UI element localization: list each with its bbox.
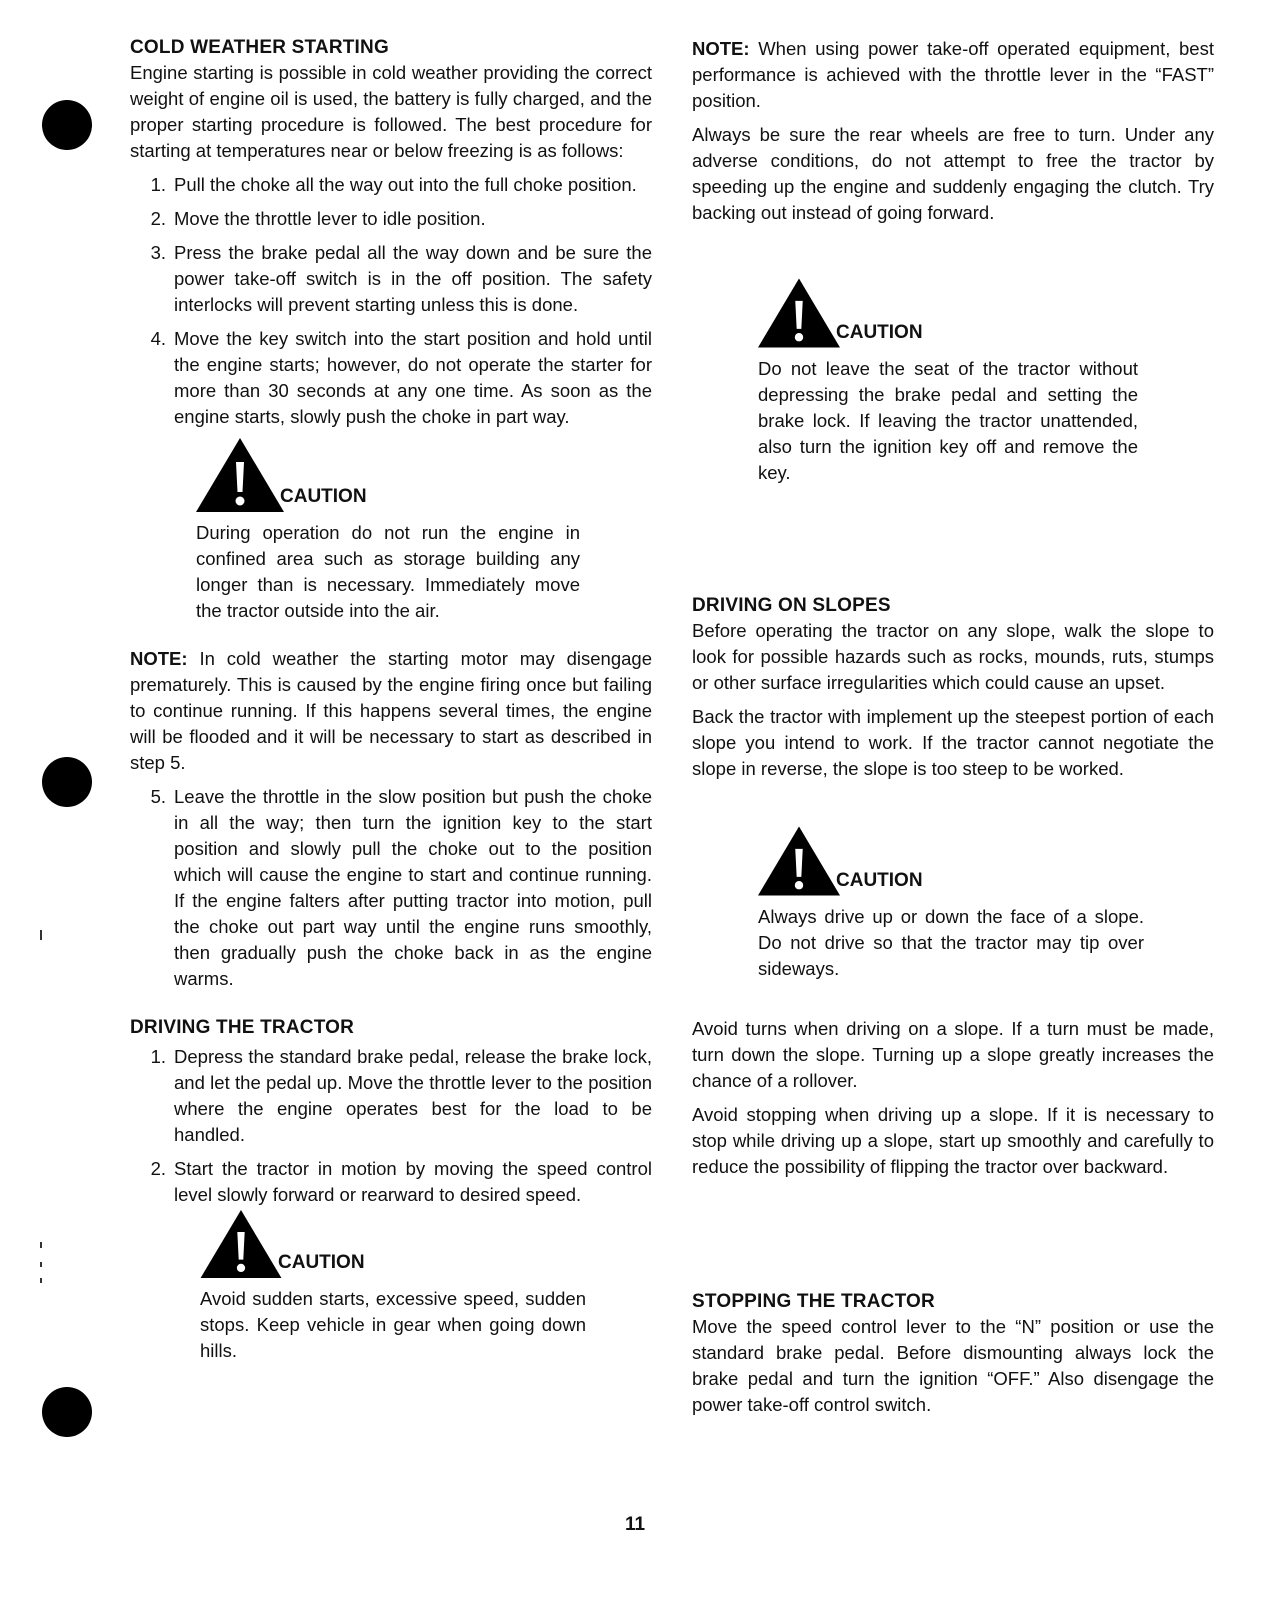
note-label: NOTE: xyxy=(130,648,188,669)
warning-triangle-icon xyxy=(758,278,840,348)
caution-label: CAUTION xyxy=(836,322,923,343)
section-heading: COLD WEATHER STARTING xyxy=(130,37,389,58)
caution-text: During operation do not run the engine in confined area such as storage building any longer than is necessary. Immediately move the tractor outside into the air. xyxy=(196,522,580,621)
slopes-paragraph-1: Before operating the tractor on any slope, walk the slope to look for possible hazards such as rocks, mounds, ruts, stumps or other surface irregularities which could cause an upset. xyxy=(692,620,1214,693)
driving-the-tractor-section xyxy=(130,1016,652,1364)
driving-steps xyxy=(130,1044,652,1208)
caution-text: Avoid sudden starts, excessive speed, sudden stops. Keep vehicle in gear when going down hills. xyxy=(200,1288,586,1361)
list-item xyxy=(130,240,652,318)
step-text: Leave the throttle in the slow position but push the choke in all the way; then turn the ignition key to the start position and slowly pull the choke out to the position which will cause the engine to start and continue running. If the engine falters after putting tractor into motion, pull the choke out part way until the engine runs smoothly, then gradually push the choke back in as the engine warms. xyxy=(174,786,652,989)
list-item xyxy=(130,784,652,992)
cold-weather-intro: Engine starting is possible in cold weather providing the correct weight of engine oil is used, the battery is fully charged, and the proper starting procedure is followed. The best procedure for starting at temperatures near or below freezing is as follows: xyxy=(130,62,652,161)
step-text: Move the throttle lever to idle position. xyxy=(174,208,486,229)
step-text: Press the brake pedal all the way down and be sure the power take-off switch is in the off position. The safety interlocks will prevent starting unless this is done. xyxy=(174,242,652,315)
section-heading: STOPPING THE TRACTOR xyxy=(692,1291,935,1312)
section-heading: DRIVING ON SLOPES xyxy=(692,595,891,616)
caution-label: CAUTION xyxy=(836,870,923,891)
scan-mark xyxy=(40,1242,42,1248)
cold-weather-note xyxy=(130,646,652,776)
step-number: 5. xyxy=(150,786,166,807)
stopping-paragraph: Move the speed control lever to the “N” position or use the standard brake pedal. Before dismounting always lock the brake pedal and turn the ignition “OFF.” Also disengage the power take-off control switch. xyxy=(692,1316,1214,1415)
caution-label: CAUTION xyxy=(280,486,367,507)
section-heading: DRIVING THE TRACTOR xyxy=(130,1017,355,1038)
punch-hole-bottom xyxy=(42,1387,92,1437)
note-text: When using power take-off operated equipment, best performance is achieved with the throttle lever in the “FAST” position. xyxy=(692,38,1214,111)
slopes-paragraph-2: Back the tractor with implement up the steepest portion of each slope you intend to work. If the tractor cannot negotiate the slope in reverse, the slope is too steep to be worked. xyxy=(692,706,1214,779)
step-text: Start the tractor in motion by moving the speed control level slowly forward or rearward to desired speed. xyxy=(174,1158,652,1205)
step-number: 3. xyxy=(150,242,166,263)
step-number: 4. xyxy=(150,328,166,349)
step-text: Move the key switch into the start position and hold until the engine starts; however, do not operate the starter for more than 30 seconds at any one time. As soon as the engine starts, slowly push the choke in part way. xyxy=(174,328,652,427)
list-item xyxy=(130,1044,652,1148)
list-item xyxy=(130,172,652,198)
caution-label: CAUTION xyxy=(278,1252,365,1273)
step-number: 2. xyxy=(150,1158,166,1179)
list-item xyxy=(130,206,652,232)
note-label: NOTE: xyxy=(692,38,750,59)
caution-block xyxy=(758,826,1144,982)
driving-on-slopes-section xyxy=(692,594,1214,1180)
caution-block xyxy=(758,278,1138,486)
scan-mark xyxy=(40,1262,42,1267)
punch-hole-middle xyxy=(42,757,92,807)
stopping-the-tractor-section xyxy=(692,1290,1214,1418)
caution-block xyxy=(200,1210,586,1364)
note-text: In cold weather the starting motor may disengage prematurely. This is caused by the engine firing once but failing to continue running. If this happens several times, the engine will be flooded and it will be necessary to start as described in step 5. xyxy=(130,648,652,773)
page-number: 11 xyxy=(624,1514,646,1535)
cold-weather-starting-section xyxy=(130,36,652,992)
slopes-paragraph-3: Avoid turns when driving on a slope. If a turn must be made, turn down the slope. Turning up a slope greatly increases the chance of a rollover. xyxy=(692,1018,1214,1091)
scan-mark xyxy=(40,930,42,940)
slopes-paragraph-4: Avoid stopping when driving up a slope. If it is necessary to stop while driving up a slope, start up smoothly and carefully to reduce the possibility of flipping the tractor over backward. xyxy=(692,1104,1214,1177)
punch-hole-top xyxy=(42,100,92,150)
step-text: Depress the standard brake pedal, release the brake lock, and let the pedal up. Move the throttle lever to the position where the engine operates best for the load to be handled. xyxy=(174,1046,652,1145)
warning-triangle-icon xyxy=(200,1210,282,1278)
caution-text: Always drive up or down the face of a slope. Do not drive so that the tractor may tip over sideways. xyxy=(758,906,1144,979)
step-number: 1. xyxy=(150,174,166,195)
caution-block xyxy=(196,438,580,624)
step-number: 1. xyxy=(150,1046,166,1067)
warning-triangle-icon xyxy=(196,438,284,512)
starting-steps xyxy=(130,172,652,430)
pto-note xyxy=(692,36,1214,114)
step-number: 2. xyxy=(150,208,166,229)
step-text: Pull the choke all the way out into the full choke position. xyxy=(174,174,637,195)
list-item xyxy=(130,326,652,430)
left-column xyxy=(130,36,652,1364)
right-column xyxy=(692,36,1214,1418)
warning-triangle-icon xyxy=(758,826,840,896)
starting-step-5 xyxy=(130,784,652,992)
scan-mark xyxy=(40,1278,42,1283)
list-item xyxy=(130,1156,652,1208)
rear-wheels-paragraph: Always be sure the rear wheels are free to turn. Under any adverse conditions, do not attempt to free the tractor by speeding up the engine and suddenly engaging the clutch. Try backing out instead of going forward. xyxy=(692,124,1214,223)
caution-text: Do not leave the seat of the tractor without depressing the brake pedal and setting the brake lock. If leaving the tractor unattended, also turn the ignition key off and remove the key. xyxy=(758,358,1138,483)
